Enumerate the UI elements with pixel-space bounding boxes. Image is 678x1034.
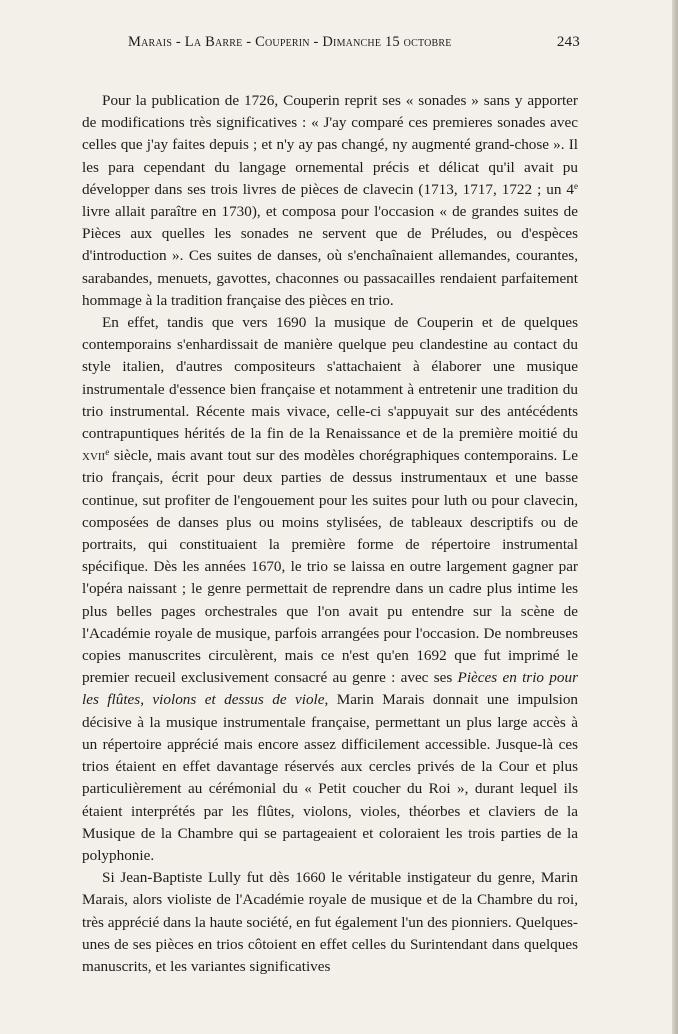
paragraph-2-text-c: , Marin Marais donnait une impulsion décisive à la musique instrumentale française, permettant un plus large accès à un répertoire apprécié mais encore assez difficilement accessible. Jusque-là ces trios étaient en effet davantage réservés aux cercles privés de la Cour et plus particulièrement au cérémonial du « Petit coucher du Roi », durant lequel ils étaient interprétés par les flûtes, violons, violes, théorbes et claviers de la Musique de la Chambre qui se partageaient et coloraient les trois parties de la polyphonie. [82, 691, 579, 864]
paragraph-2-text-a: En effet, tandis que vers 1690 la musique de Couperin et de quelques contemporains s'enhardissait de manière quelque peu clandestine au contact du style italien, d'autres compositeurs s'attachaient à élaborer une musique instrumentale d'essence bien française et notamment à entretenir une tradition du trio instrumental. Récente mais vivace, celle-ci s'appuyait sur des antécédents contrapuntiques hérités de la fin de la Renaissance et de la première moitié du [82, 314, 578, 443]
paragraph-1-text-a: Pour la publication de 1726, Couperin reprit ses « sonades » sans y apporter de modifications très significatives : « J'ay comparé ces premieres sonades avec celles que j'ay faites depuis ; et n'y ay pas changé, ny augmenté grand-chose ». Il les para cependant du langage ornemental précis et délicat qu'il avait pu développer dans ses trois livres de pièces de clavecin (1713, 1717, 1722 ; un 4 [82, 92, 578, 198]
century-numeral: xvii [82, 447, 106, 465]
body-text [82, 90, 578, 978]
paragraph-2 [82, 312, 578, 867]
page-number: 243 [556, 34, 580, 50]
superscript-e: e [105, 447, 110, 458]
running-head: Marais - La Barre - Couperin - Dimanche 15 octobre [128, 34, 452, 50]
paragraph-2-text-b: siècle, mais avant tout sur des modèles chorégraphiques contemporains. Le trio français, écrit pour deux parties de dessus instrumentaux et une basse continue, sut profiter de l'engouement pour les suites pour luth ou pour clavecin, composées de danses plus ou moins stylisées, de tableaux descriptifs ou de portraits, qui constituaient la première forme de répertoire instrumental spécifique. Dès les années 1670, le trio se laissa en outre largement gagner par l'opéra naissant ; le genre permettait de reprendre dans un cadre plus intime les plus belles pages orchestrales que l'on avait pu entendre sur la scène de l'Académie royale de musique, parfois arrangées pour l'occasion. De nombreuses copies manuscrites circulèrent, mais ce n'est qu'en 1692 que fut imprimé le premier recueil exclusivement consacré au genre : avec ses [82, 447, 578, 687]
work-title: Pièces en trio pour les flûtes, violons et dessus de viole [82, 669, 578, 709]
superscript-e: e [574, 180, 578, 191]
page-edge-shadow [672, 0, 678, 1034]
paragraph-3-text: Si Jean-Baptiste Lully fut dès 1660 le véritable instigateur du genre, Marin Marais, alors violiste de l'Académie royale de musique et de la Chambre du roi, très apprécié dans la haute société, en fut également l'un des pionniers. Quelques-unes de ses pièces en trios côtoient en effet celles du Surintendant dans quelques manuscrits, et les variantes significatives [82, 869, 578, 975]
paragraph-1-text-b: livre allait paraître en 1730), et composa pour l'occasion « de grandes suites de Pièces aux quelles les sonades ne servent que de Préludes, ou d'espèces d'introduction ». Ces suites de danses, où s'enchaînaient allemandes, courantes, sarabandes, menuets, gavottes, chaconnes ou passacailles rendaient parfaitement hommage à la tradition française des pièces en trio. [82, 203, 578, 309]
page-header [128, 34, 580, 51]
paragraph-3 [82, 867, 578, 978]
paragraph-1 [82, 90, 578, 312]
